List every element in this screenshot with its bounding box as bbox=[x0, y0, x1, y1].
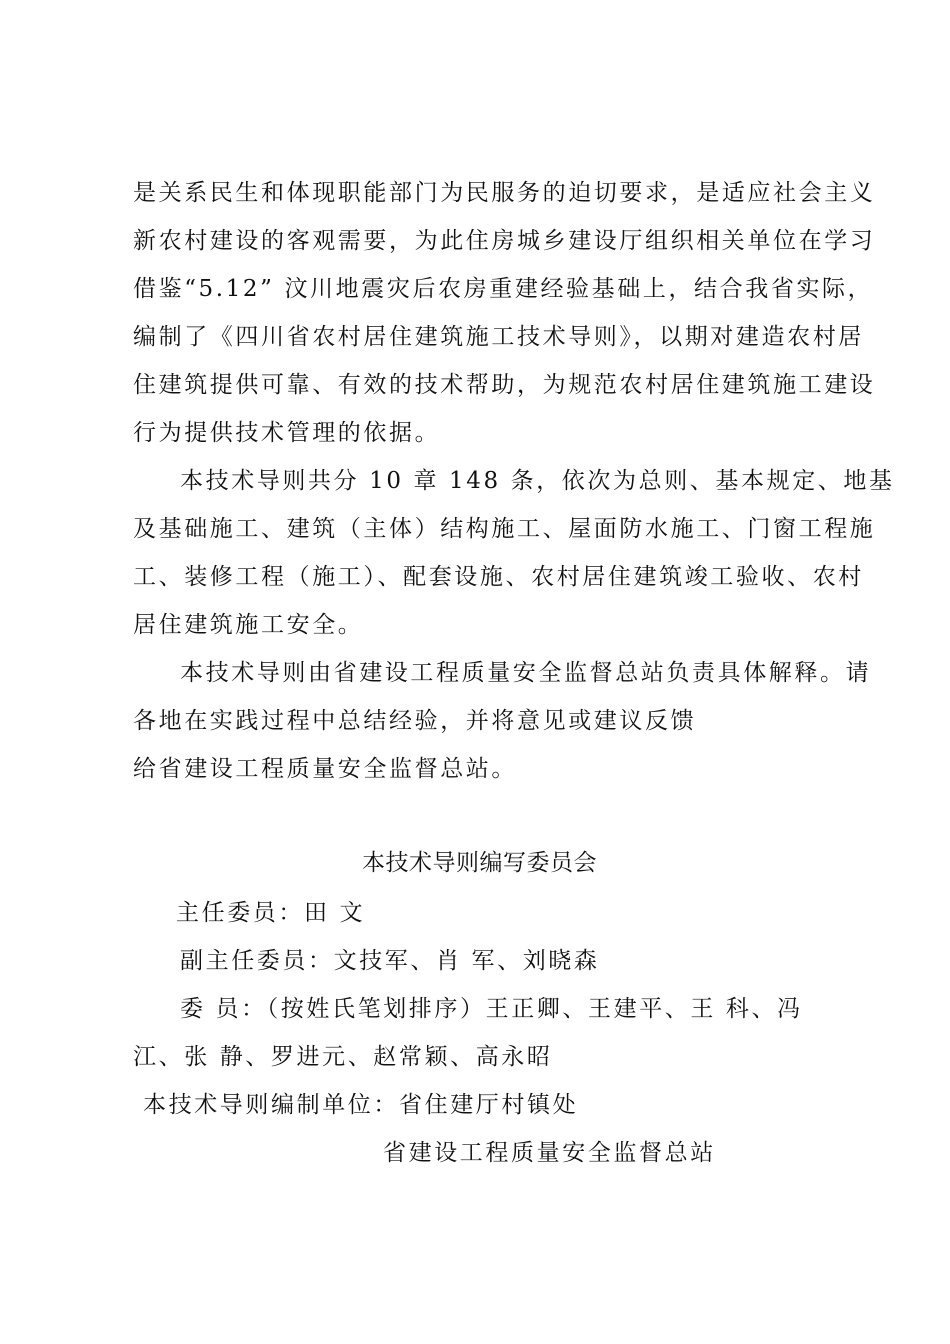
text-line: 编制了《四川省农村居住建筑施工技术导则》，以期对建造农村居 bbox=[133, 324, 864, 350]
text-line: 住建筑提供可靠、有效的技术帮助，为规范农村居住建筑施工建设 bbox=[133, 372, 876, 398]
text-line: 借鉴“5.12” 汶川地震灾后农房重建经验基础上，结合我省实际， bbox=[133, 276, 874, 302]
text-line: 各地在实践过程中总结经验，并将意见或建议反馈 bbox=[133, 708, 697, 734]
committee-director: 主任委员：田 文 bbox=[176, 900, 366, 926]
text-line: 本技术导则共分 10 章 148 条，依次为总则、基本规定、地基 bbox=[180, 468, 895, 494]
text-line: 新农村建设的客观需要，为此住房城乡建设厅组织相关单位在学习 bbox=[133, 228, 876, 254]
text-line: 工、装修工程（施工）、配套设施、农村居住建筑竣工验收、农村 bbox=[133, 564, 864, 590]
compiler-unit: 本技术导则编制单位：省住建厅村镇处 bbox=[143, 1092, 579, 1118]
text-line: 给省建设工程质量安全监督总站。 bbox=[133, 756, 517, 782]
text-line: 本技术导则由省建设工程质量安全监督总站负责具体解释。请 bbox=[180, 660, 872, 686]
committee-deputy-director: 副主任委员：文技军、肖 军、刘晓森 bbox=[180, 948, 600, 974]
committee-title: 本技术导则编写委员会 bbox=[362, 850, 597, 876]
committee-members: 委 员：（按姓氏笔划排序）王正卿、王建平、王 科、冯 bbox=[180, 996, 803, 1022]
text-line: 及基础施工、建筑（主体）结构施工、屋面防水施工、门窗工程施 bbox=[133, 516, 876, 542]
text-line: 行为提供技术管理的依据。 bbox=[133, 420, 441, 446]
text-line: 居住建筑施工安全。 bbox=[133, 612, 364, 638]
committee-members-continued: 江、张 静、罗进元、赵常颖、高永昭 bbox=[133, 1044, 553, 1070]
compiler-unit-second: 省建设工程质量安全监督总站 bbox=[383, 1140, 716, 1166]
text-line: 是关系民生和体现职能部门为民服务的迫切要求，是适应社会主义 bbox=[133, 180, 876, 206]
